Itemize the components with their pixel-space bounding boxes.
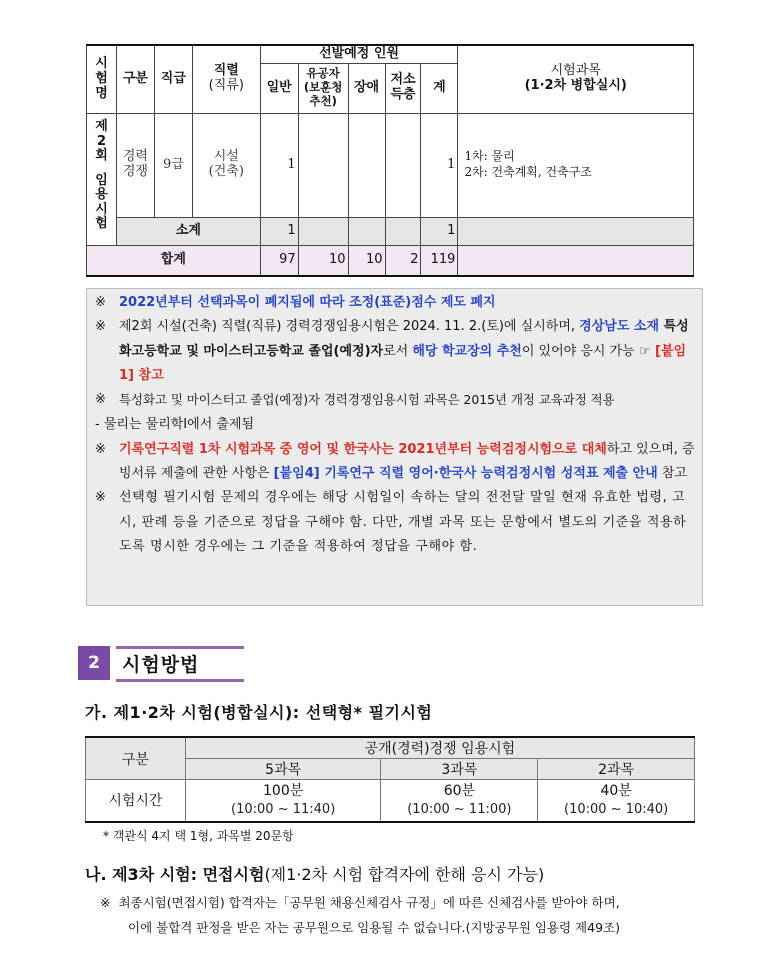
note-1: ※ 2022년부터 선택과목이 폐지됨에 따라 조정(표준)점수 제도 폐지 <box>95 295 496 310</box>
row-disabled <box>348 113 385 217</box>
subtotal-low-income <box>385 217 421 245</box>
header-total: 계 <box>421 63 458 113</box>
note-3: ※ 특성화고 및 마이스터고 졸업(예정)자 경력경쟁임용시험 과목은 2015년 개정 교육과정 적용 <box>95 392 615 408</box>
row-total: 1 <box>421 113 458 217</box>
grand-total-total: 119 <box>421 245 458 276</box>
t2-time-2: 40분 (10:00 ~ 10:40) <box>538 780 695 822</box>
t2-subjects-3: 3과목 <box>381 759 538 780</box>
header-series: 직렬 (직류) <box>192 45 260 113</box>
note-5: ※ 선택형 필기시험 문제의 경우에는 해당 시험일이 속하는 달의 전전달 말일 현재 유효한 법령, 고시, 판례 등을 기준으로 정답을 구해야 함. 다만, 개별 과목 또는 문항에서 별도의 기준을 적용하도록 명시한 경우에는 그 기준을 적용하여 정답을 구해야 함. <box>95 490 687 554</box>
subheading-b: 나. 제3차 시험: 면접시험(제1·2차 시험 합격자에 한해 응시 가능) <box>85 865 545 884</box>
attachment-1-link: [붙임1] 참고 <box>119 343 687 383</box>
header-grade: 직급 <box>154 45 192 113</box>
hand-pointer-icon: ☞ <box>638 343 651 359</box>
header-category: 구분 <box>116 45 154 113</box>
header-veteran: 유공자 (보훈청 추천) <box>298 63 348 113</box>
note-4: ※ 기록연구직렬 1차 시험과목 중 영어 및 한국사는 2021년부터 능력검정시험으로 대체하고 있으며, 증빙서류 제출에 관한 사항은 [붙임4] 기록연구 직렬 영어·한국사 능력검정시험 성적표 제출 안내 참고 <box>95 441 695 482</box>
subtotal-subjects <box>458 217 694 245</box>
grand-total-disabled: 10 <box>348 245 385 276</box>
header-exam-name: 시 험 명 <box>87 45 117 113</box>
section-title: 시험방법 <box>122 654 200 676</box>
t2-time-3: 60분 (10:00 ~ 11:00) <box>381 780 538 822</box>
header-disabled: 장애 <box>348 63 385 113</box>
note-3-sub: - 물리는 물리학Ⅰ에서 출제됨 <box>95 417 255 433</box>
row-low-income <box>385 113 421 217</box>
section-rule-bottom <box>116 679 244 682</box>
row-general: 1 <box>260 113 298 217</box>
grand-total-subjects <box>458 245 694 276</box>
selection-quota-table <box>86 44 694 277</box>
t2-header-group: 공개(경력)경쟁 임용시험 <box>185 737 694 759</box>
notes-box <box>86 288 703 606</box>
row-category: 경력 경쟁 <box>116 113 154 217</box>
grand-total-general: 97 <box>260 245 298 276</box>
grand-total-low-income: 2 <box>385 245 421 276</box>
exam-time-table <box>85 736 695 823</box>
subtotal-veteran <box>298 217 348 245</box>
t2-row-label: 시험시간 <box>86 780 186 822</box>
header-quota-group: 선발예정 인원 <box>260 45 458 63</box>
header-general: 일반 <box>260 63 298 113</box>
row-veteran <box>298 113 348 217</box>
note-2: ※ 제2회 시설(건축) 직렬(직류) 경력경쟁임용시험은 2024. 11. 2.(토)에 실시하며, 경상남도 소재 특성화고등학교 및 마이스터고등학교 졸업(예정)자로서 해당 학교장의 추천이 있어야 응시 가능 ☞ [붙임1] 참고 <box>95 319 689 383</box>
subtotal-total: 1 <box>421 217 458 245</box>
t2-subjects-2: 2과목 <box>538 759 695 780</box>
section-header <box>78 646 244 682</box>
t2-subjects-5: 5과목 <box>185 759 381 780</box>
t2-time-5: 100분 (10:00 ~ 11:40) <box>185 780 381 822</box>
header-low-income: 저소 득층 <box>385 63 421 113</box>
footnote-b: ※ 최종시험(면접시험) 합격자는「공무원 채용신체검사 규정」에 따른 신체검사를 받아야 하며, 이에 불합격 판정을 받은 자는 공무원으로 임용될 수 없습니다.(지방공무원 임용령 제49조) <box>100 895 620 935</box>
subtotal-general: 1 <box>260 217 298 245</box>
grand-total-label: 합계 <box>87 245 261 276</box>
section-number: 2 <box>78 646 110 680</box>
exam-name-cell: 제 2 회 임 용 시 험 <box>87 113 117 245</box>
subtotal-disabled <box>348 217 385 245</box>
section-rule-top <box>116 646 244 649</box>
subheading-a: 가. 제1·2차 시험(병합실시): 선택형* 필기시험 <box>85 703 433 722</box>
row-series: 시설 (건축) <box>192 113 260 217</box>
row-grade: 9급 <box>154 113 192 217</box>
subtotal-label: 소계 <box>116 217 260 245</box>
t2-header-category: 구분 <box>86 737 186 780</box>
footnote-a: * 객관식 4지 택 1형, 과목별 20문항 <box>103 829 294 843</box>
row-subjects: 1차: 물리 2차: 건축계획, 건축구조 <box>458 113 694 217</box>
header-subjects: 시험과목 (1·2차 병합실시) <box>458 45 694 113</box>
grand-total-veteran: 10 <box>298 245 348 276</box>
